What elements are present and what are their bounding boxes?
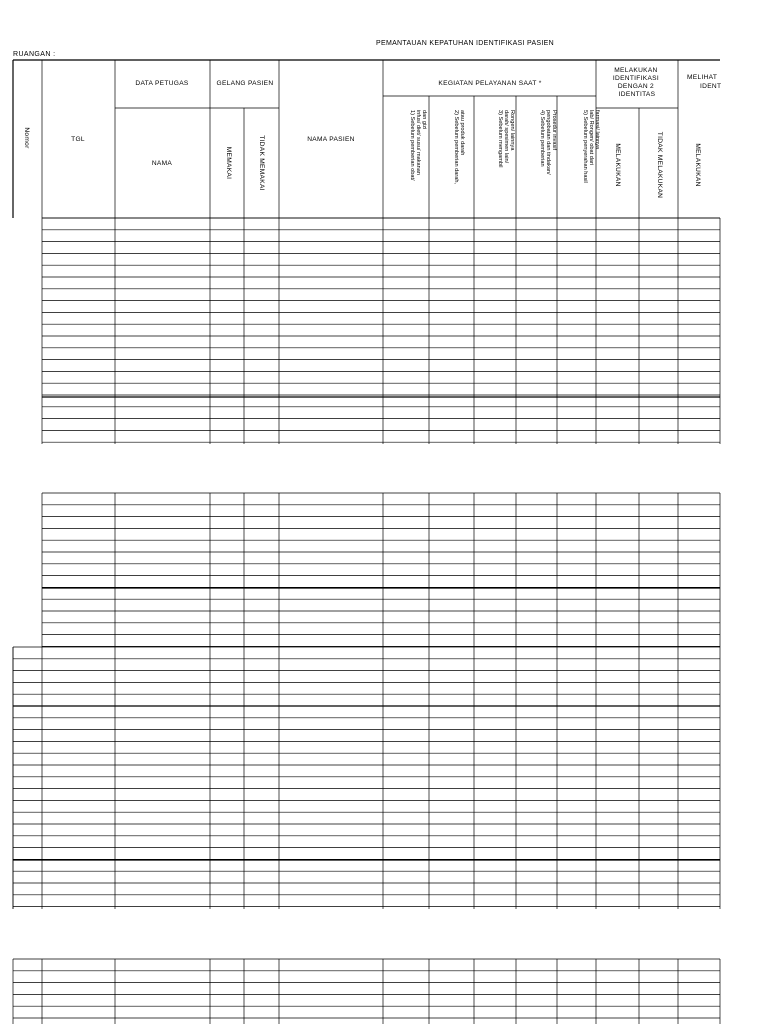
header-tidak-memakai: TIDAK MEMAKAI: [258, 135, 265, 191]
header-kegiatan-5: 5) Sebelum penyerahan hasillab/ Rongen/ obat darifarmasi/ lainnya: [582, 110, 600, 183]
header-memakai: MEMAKAI: [225, 146, 232, 180]
header-kegiatan-3: 3) Sebelum mengambildarah/ spesimen lain/Rongen/ lainnya: [497, 110, 515, 168]
header-nama-pasien: NAMA PASIEN: [307, 136, 355, 143]
header-kegiatan-1: 1) Sebelum pemberian obat/infus/ diet/ susu/ makanandan gizi: [409, 110, 427, 181]
ruangan-label: RUANGAN :: [13, 51, 56, 58]
header-nomor: Nomor: [23, 127, 30, 149]
header-melakukan: MELAKUKAN: [614, 143, 621, 187]
page-title: PEMANTAUAN KEPATUHAN IDENTIFIKASI PASIEN: [376, 40, 554, 47]
header-tgl: TGL: [71, 136, 85, 143]
header-kegiatan: KEGIATAN PELAYANAN SAAT *: [438, 80, 542, 87]
header-melihat: MELIHAT IDENT: [687, 74, 722, 90]
header-data-petugas: DATA PETUGAS: [135, 80, 189, 87]
header-gelang-pasien: GELANG PASIEN: [216, 80, 274, 87]
header-kegiatan-2: 2) Sebelum pemberian darah,atau produk darah: [453, 110, 465, 185]
header-tidak-melakukan: TIDAK MELAKUKAN: [656, 131, 663, 199]
header-melakukan-identifikasi: MELAKUKAN IDENTIFIKASI DENGAN 2 IDENTITAS: [612, 67, 659, 98]
header-kegiatan-4: 4) Sebelum pemberianpengobatan dan tindakan/Prosedur invasif: [539, 110, 557, 175]
header-melakukan-2: MELAKUKAN: [694, 143, 701, 187]
header-nama: NAMA: [151, 160, 173, 167]
